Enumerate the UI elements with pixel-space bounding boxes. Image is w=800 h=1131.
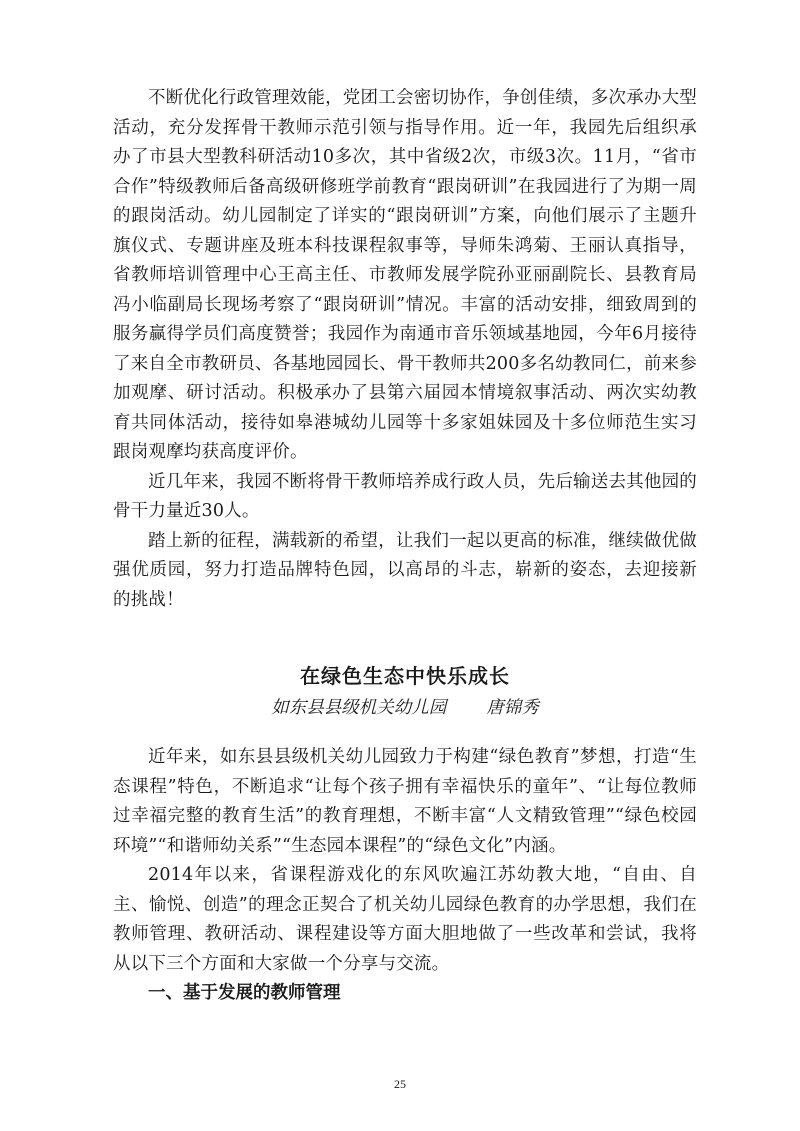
paragraph: 近年来，如东县县级机关幼儿园致力于构建“绿色教育”梦想，打造“生态课程”特色，不断追求“让每个孩子拥有幸福快乐的童年”、“让每位教师过幸福完整的教育生活”的教育理想，不断丰富“人文精致管理”“绿色校园环境”“和谐师幼关系”“生态园本课程”的“绿色文化”内涵。 (113, 747, 697, 856)
byline-institution: 如东县县级机关幼儿园 (271, 698, 447, 718)
paragraph: 近几年来，我园不断将骨干教师培养成行政人员，先后输送去其他园的骨干力量近30人。 (113, 471, 697, 521)
paragraph: 2014年以来，省课程游戏化的东风吹遍江苏幼教大地，“自由、自主、愉悦、创造”的理念正契合了机关幼儿园绿色教育的办学思想，我们在教师管理、教研活动、课程建设等方面大胆地做了一些改革和尝试，我将从以下三个方面和大家做一个分享与交流。 (113, 865, 697, 974)
page-number: 25 (394, 1077, 406, 1091)
paragraph: 踏上新的征程，满载新的希望，让我们一起以更高的标准，继续做优做强优质园，努力打造品牌特色园，以高昂的斗志，崭新的姿态，去迎接新的挑战！ (113, 530, 697, 610)
top-section (113, 84, 697, 615)
byline-author: 唐锦秀 (486, 698, 539, 718)
byline (113, 694, 697, 719)
article-title: 在绿色生态中快乐成长 (300, 664, 510, 688)
section-heading: 一、基于发展的教师管理 (148, 983, 341, 1003)
paragraph: 不断优化行政管理效能，党团工会密切协作，争创佳绩，多次承办大型活动，充分发挥骨干教师示范引领与指导作用。近一年，我园先后组织承办了市县大型教科研活动10多次，其中省级2次，市级3次。11月，“省市合作”特级教师后备高级研修班学前教育“跟岗研训”在我园进行了为期一周的跟岗活动。幼儿园制定了详实的“跟岗研训”方案，向他们展示了主题升旗仪式、专题讲座及班本科技课程叙事等，导师朱鸿菊、王丽认真指导，省教师培训管理中心王高主任、市教师发展学院孙亚丽副院长、县教育局冯小临副局长现场考察了“跟岗研训”情况。丰富的活动安排，细致周到的服务赢得学员们高度赞誉；我园作为南通市音乐领域基地园，今年6月接待了来自全市教研员、各基地园园长、骨干教师共200多名幼教同仁，前来参加观摩、研讨活动。积极承办了县第六届园本情境叙事活动、两次实幼教育共同体活动，接待如皋港城幼儿园等十多家姐妹园及十多位师范生实习跟岗观摩均获高度评价。 (113, 88, 697, 462)
article-body (113, 743, 697, 1009)
